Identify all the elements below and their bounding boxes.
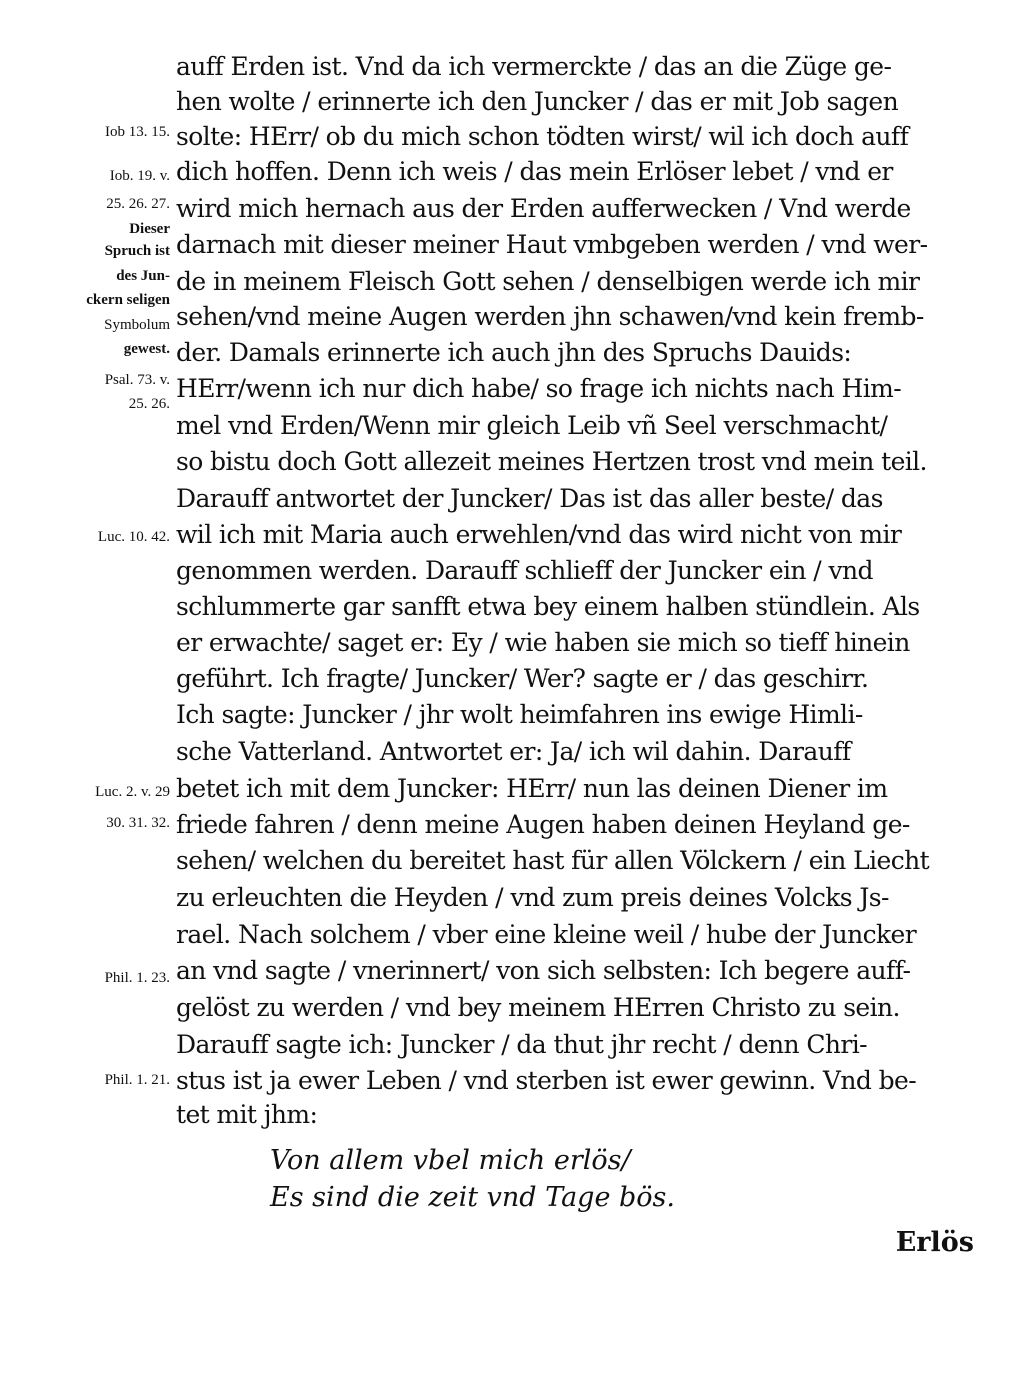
text-line: gelöst zu werden / vnd bey meinem HErren Christo zu sein. — [176, 993, 900, 1022]
text-line: schlummerte gar sanfft etwa bey einem halben stündlein. Als — [176, 592, 920, 621]
text-line: stus ist ja ewer Leben / vnd sterben ist ewer gewinn. Vnd be- — [176, 1066, 917, 1095]
text-line: de in meinem Fleisch Gott sehen / denselbigen werde ich mir — [176, 267, 920, 296]
text-line: sehen/vnd meine Augen werden jhn schawen/vnd kein fremb- — [176, 302, 924, 331]
margin-note-symbolum-1: Dieser — [129, 221, 170, 237]
catchword: Erlös — [895, 1227, 974, 1258]
margin-note-job-19-verses: 25. 26. 27. — [106, 196, 170, 212]
margin-note-phil-1-21: Phil. 1. 21. — [104, 1072, 170, 1088]
text-line: Darauff sagte ich: Juncker / da thut jhr recht / denn Chri- — [176, 1030, 868, 1059]
text-line: er erwachte/ saget er: Ey / wie haben sie mich so tieff hinein — [176, 628, 910, 657]
text-line: der. Damals erinnerte ich auch jhn des Spruchs Dauids: — [176, 338, 852, 367]
text-line: mel vnd Erden/Wenn mir gleich Leib vñ Seel verschmacht/ — [176, 411, 888, 440]
text-line: Darauff antwortet der Juncker/ Das ist das aller beste/ das — [176, 484, 883, 513]
text-line: darnach mit dieser meiner Haut vmbgeben werden / vnd wer- — [176, 230, 928, 259]
margin-note-luke-2: Luc. 2. v. 29 — [95, 784, 170, 800]
text-line: rael. Nach solchem / vber eine kleine weil / hube der Juncker — [176, 920, 917, 949]
margin-note-luke-2-verses: 30. 31. 32. — [106, 815, 170, 831]
text-line: genommen werden. Darauff schlieff der Juncker ein / vnd — [176, 556, 873, 585]
text-line: geführt. Ich fragte/ Juncker/ Wer? sagte er / das geschirr. — [176, 664, 869, 693]
text-line: hen wolte / erinnerte ich den Juncker / das er mit Job sagen — [176, 87, 899, 116]
margin-note-symbolum-3: des Jun- — [116, 268, 170, 284]
text-line: so bistu doch Gott allezeit meines Hertzen trost vnd mein teil. — [176, 447, 927, 476]
text-line: zu erleuchten die Heyden / vnd zum preis deines Volcks Js- — [176, 883, 889, 912]
text-line: auff Erden ist. Vnd da ich vermerckte / das an die Züge ge- — [176, 52, 892, 81]
margin-note-symbolum-5: Symbolum — [104, 317, 170, 333]
margin-note-job-19: Iob. 19. v. — [109, 168, 170, 184]
text-line: wil ich mit Maria auch erwehlen/vnd das wird nicht von mir — [176, 520, 902, 549]
text-line: tet mit jhm: — [176, 1100, 318, 1129]
text-line: Ich sagte: Juncker / jhr wolt heimfahren ins ewige Himli- — [176, 700, 863, 729]
margin-note-luke-10: Luc. 10. 42. — [97, 529, 170, 545]
text-line: HErr/wenn ich nur dich habe/ so frage ich nichts nach Him- — [176, 374, 902, 403]
text-line: sehen/ welchen du bereitet hast für allen Völckern / ein Liecht — [176, 846, 930, 875]
verse-line: Es sind die zeit vnd Tage bös. — [270, 1182, 675, 1213]
text-line: friede fahren / denn meine Augen haben deinen Heyland ge- — [176, 810, 910, 839]
margin-note-psalm-73: Psal. 73. v. — [104, 372, 170, 388]
margin-note-job-13: Iob 13. 15. — [105, 124, 170, 140]
margin-note-psalm-73-verses: 25. 26. — [128, 396, 170, 412]
text-line: sche Vatterland. Antwortet er: Ja/ ich wil dahin. Darauff — [176, 737, 851, 766]
text-line: betet ich mit dem Juncker: HErr/ nun las deinen Diener im — [176, 774, 888, 803]
margin-note-symbolum-2: Spruch ist — [104, 243, 170, 259]
text-line: dich hoffen. Denn ich weis / das mein Erlöser lebet / vnd er — [176, 157, 893, 186]
margin-note-symbolum-4: ckern seligen — [86, 292, 170, 308]
verse-line: Von allem vbel mich erlös/ — [270, 1145, 631, 1176]
margin-note-phil-1-23: Phil. 1. 23. — [104, 970, 170, 986]
text-line: solte: HErr/ ob du mich schon tödten wirst/ wil ich doch auff — [176, 122, 909, 151]
margin-note-symbolum-6: gewest. — [123, 341, 170, 357]
text-line: wird mich hernach aus der Erden aufferwecken / Vnd werde — [176, 194, 911, 223]
text-line: an vnd sagte / vnerinnert/ von sich selbsten: Ich begere auff- — [176, 956, 911, 985]
